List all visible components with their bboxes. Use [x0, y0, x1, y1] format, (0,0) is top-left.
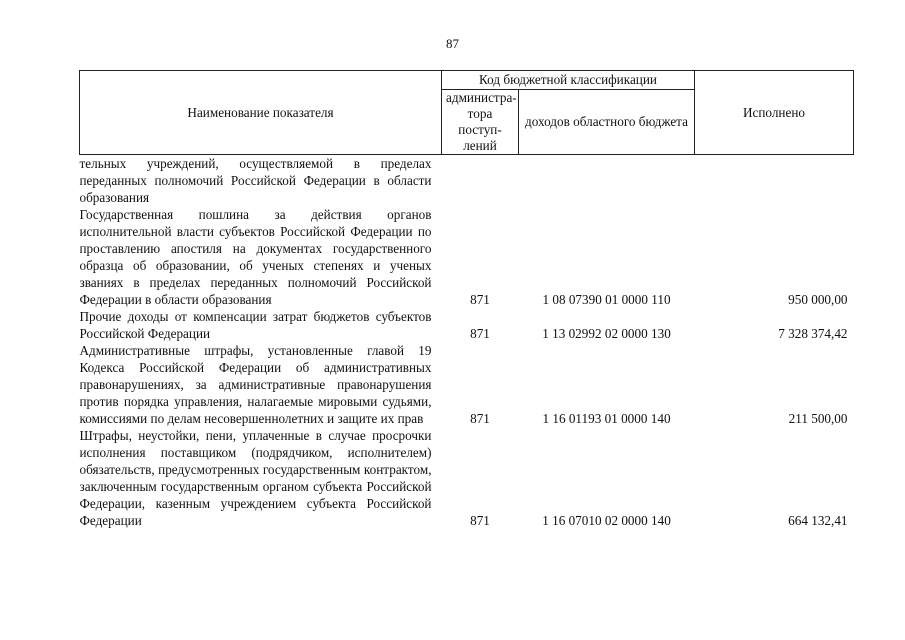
table-row [80, 206, 854, 308]
page-number: 87 [446, 36, 459, 51]
row-admin-code: 871 [470, 513, 490, 528]
row-indicator-name: Государственная пошлина за действия органов исполнительной власти субъектов Российской Федерации по проставлению апостиля на документах государственного образца об образовании, об ученых степенях и ученых званиях в пределах переданных полномочий Российской Федерации в области образования [79, 207, 432, 307]
row-revenue-code: 1 16 01193 01 0000 140 [542, 411, 671, 426]
table-body [80, 155, 854, 530]
header-classification-code: Код бюджетной классификации [442, 71, 695, 90]
header-indicator-name: Наименование показателя [80, 71, 442, 155]
row-revenue-code [519, 155, 695, 207]
row-executed-amount: 7 328 374,42 [778, 326, 848, 341]
table-row [80, 342, 854, 427]
table-row [80, 427, 854, 529]
table-row [80, 155, 854, 207]
row-indicator-name: Прочие доходы от компенсации затрат бюджетов субъектов Российской Федерации [79, 309, 432, 341]
row-admin-code: 871 [470, 411, 490, 426]
table-header [80, 71, 854, 155]
row-indicator-name: тельных учреждений, осуществляемой в пределах переданных полномочий Российской Федерации в области образования [79, 156, 432, 205]
row-indicator-name: Штрафы, неустойки, пени, уплаченные в случае просрочки исполнения поставщиком (подрядчиком, исполнителем) обязательств, предусмотренных государственным контрактом, заключенным государственным органом субъекта Российской Федерации, казенным учреждением субъекта Российской Федерации [79, 428, 432, 528]
table-row [80, 308, 854, 342]
row-executed-amount: 664 132,41 [788, 513, 848, 528]
row-revenue-code: 1 08 07390 01 0000 110 [542, 292, 671, 307]
row-admin-code [442, 155, 519, 207]
row-admin-code: 871 [470, 326, 490, 341]
row-revenue-code: 1 13 02992 02 0000 130 [542, 326, 671, 341]
row-executed-amount: 211 500,00 [788, 411, 848, 426]
row-executed-amount: 950 000,00 [788, 292, 848, 307]
row-revenue-code: 1 16 07010 02 0000 140 [542, 513, 671, 528]
row-indicator-name: Административные штрафы, установленные главой 19 Кодекса Российской Федерации об административных правонарушениях, за административные правонарушения против порядка управления, налагаемые мировыми судьями, комиссиями по делам несовершеннолетних и защите их прав [79, 343, 432, 426]
header-revenue-code: доходов областного бюджета [519, 90, 695, 155]
row-executed-amount [695, 155, 854, 207]
header-executed: Исполнено [695, 71, 854, 155]
row-admin-code: 871 [470, 292, 490, 307]
budget-table [79, 70, 854, 529]
header-revenue-administrator: администра-тора поступ-лений [442, 90, 519, 155]
